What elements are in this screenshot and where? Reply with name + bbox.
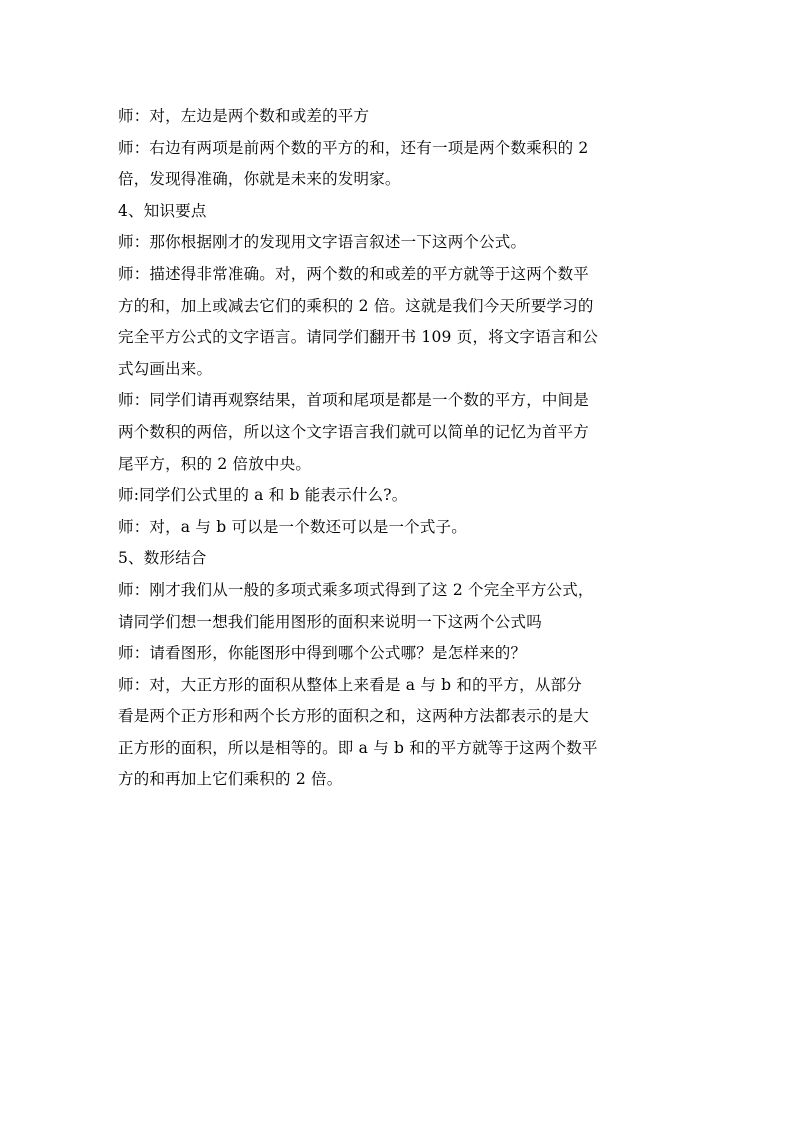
text-line: 请同学们想一想我们能用图形的面积来说明一下这两个公式吗 <box>118 612 542 631</box>
text-line: 师：同学们请再观察结果，首项和尾项是都是一个数的平方，中间是 <box>118 391 590 410</box>
text-line: 师：那你根据刚才的发现用文字语言叙述一下这两个公式。 <box>118 233 527 252</box>
text-line: 两个数积的两倍，所以这个文字语言我们就可以简单的记忆为首平方 <box>118 422 590 441</box>
section-heading: 5、数形结合 <box>118 549 207 568</box>
text-line: 看是两个正方形和两个长方形的面积之和，这两种方法都表示的是大 <box>118 707 590 726</box>
text-line: 方的和再加上它们乘积的 2 倍。 <box>118 770 343 789</box>
text-line: 倍，发现得准确，你就是未来的发明家。 <box>118 170 401 189</box>
text-line: 师：对，左边是两个数和或差的平方 <box>118 107 370 125</box>
section-heading: 4、知识要点 <box>118 201 207 220</box>
text-line: 师：描述得非常准确。对，两个数的和或差的平方就等于这两个数平 <box>118 264 590 283</box>
text-line: 师：对，大正方形的面积从整体上来看是 a 与 b 和的平方，从部分 <box>118 675 582 694</box>
text-line: 师:同学们公式里的 a 和 b 能表示什么?。 <box>118 486 408 505</box>
text-line: 正方形的面积，所以是相等的。即 a 与 b 和的平方就等于这两个数平 <box>118 738 598 757</box>
text-line: 师：请看图形，你能图形中得到哪个公式哪？是怎样来的？ <box>118 644 527 663</box>
text-line: 师：刚才我们从一般的多项式乘多项式得到了这 2 个完全平方公式， <box>118 580 594 599</box>
document-body <box>118 101 678 796</box>
text-line: 尾平方，积的 2 倍放中央。 <box>118 454 312 473</box>
text-line: 式勾画出来。 <box>118 359 213 378</box>
text-line: 方的和，加上或减去它们的乘积的 2 倍。这就是我们今天所要学习的 <box>118 296 594 315</box>
text-line: 师：右边有两项是前两个数的平方的和，还有一项是两个数乘积的 2 <box>118 138 589 157</box>
text-line: 完全平方公式的文字语言。请同学们翻开书 109 页，将文字语言和公 <box>118 328 599 347</box>
text-line: 师：对，a 与 b 可以是一个数还可以是一个式子。 <box>118 517 467 536</box>
